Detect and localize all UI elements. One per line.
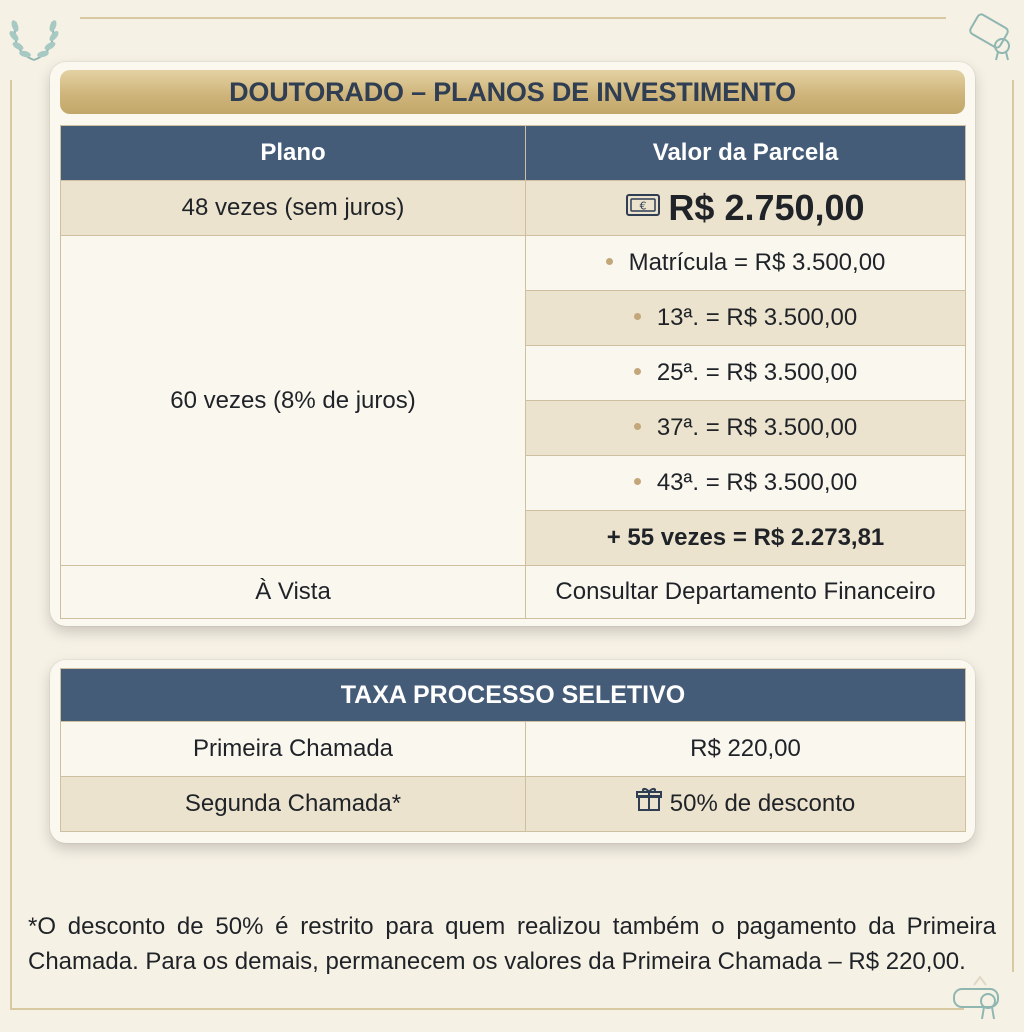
investment-title: DOUTORADO – PLANOS DE INVESTIMENTO	[60, 70, 965, 114]
header-value: Valor da Parcela	[526, 126, 966, 181]
investment-table	[60, 125, 966, 619]
installment-item: 43ª. = R$ 3.500,00	[526, 456, 966, 511]
table-header-row	[61, 126, 966, 181]
svg-text:€: €	[639, 199, 647, 212]
installment-item: 37ª. = R$ 3.500,00	[526, 401, 966, 456]
installment-item: Matrícula = R$ 3.500,00	[526, 236, 966, 291]
frame-line-right	[1012, 80, 1014, 972]
money-icon	[626, 194, 660, 223]
bullet-icon	[634, 368, 641, 375]
frame-line-left	[10, 80, 12, 1010]
fee-second-label: Segunda Chamada*	[61, 777, 526, 832]
fee-table	[60, 668, 966, 832]
laurel-icon	[4, 8, 64, 66]
plan-vista-label: À Vista	[61, 566, 526, 619]
fee-second-value: 50% de desconto	[669, 789, 856, 817]
bullet-icon	[634, 478, 641, 485]
table-row	[61, 566, 966, 619]
footnote: *O desconto de 50% é restrito para quem realizou também o pagamento da Primeira Chamada. Para os demais, permanecem os valores da Primeira Chamada – R$ 220,00.	[28, 913, 996, 975]
fee-first-value: R$ 220,00	[526, 722, 966, 777]
installment-total: + 55 vezes = R$ 2.273,81	[526, 511, 966, 566]
bullet-icon	[634, 423, 641, 430]
gift-icon	[636, 786, 662, 819]
diploma-seal-icon	[950, 975, 1014, 1025]
header-plan: Plano	[61, 126, 526, 181]
selection-fee-card	[50, 660, 975, 843]
fee-title: TAXA PROCESSO SELETIVO	[61, 669, 966, 722]
frame-line-top	[80, 17, 946, 19]
plan-60-label: 60 vezes (8% de juros)	[61, 236, 526, 566]
frame-line-bottom	[10, 1008, 964, 1010]
bullet-icon	[634, 313, 641, 320]
table-row	[61, 181, 966, 236]
plan-48-value: R$ 2.750,00	[668, 187, 865, 228]
installment-item: 13ª. = R$ 3.500,00	[526, 291, 966, 346]
bullet-icon	[606, 258, 613, 265]
plan-vista-value: Consultar Departamento Financeiro	[526, 566, 966, 619]
investment-plans-card	[50, 62, 975, 626]
table-row	[61, 777, 966, 832]
plan-48-value-cell	[526, 181, 966, 236]
fee-first-label: Primeira Chamada	[61, 722, 526, 777]
diploma-icon	[966, 10, 1020, 62]
installment-item: 25ª. = R$ 3.500,00	[526, 346, 966, 401]
table-row	[61, 722, 966, 777]
plan-48-label: 48 vezes (sem juros)	[61, 181, 526, 236]
fee-second-value-cell	[526, 777, 966, 832]
table-row	[61, 236, 966, 291]
